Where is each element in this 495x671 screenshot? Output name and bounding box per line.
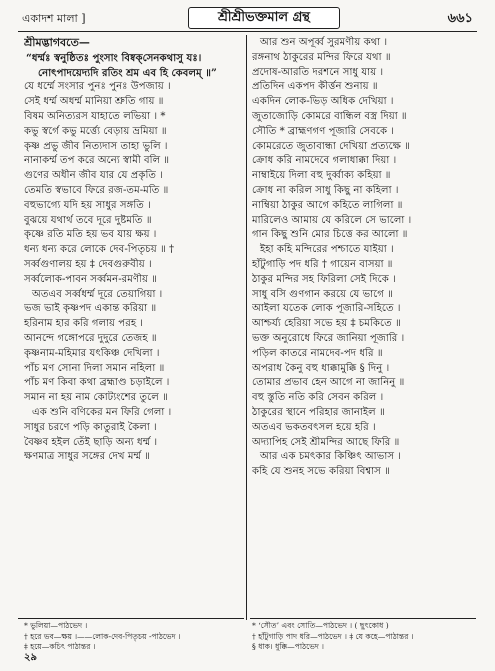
- text-line: আশ্চর্য্য হেরিয়া সভে হয় ‡ চমকিতে ॥: [252, 318, 401, 330]
- text-line: বুঝয়ে যথার্থ তবে দূরে দুষ্টমতি ॥: [24, 214, 152, 226]
- text-line: যে ধর্ম্মে সংসার পুনঃ পুনঃ উপজায় ।: [24, 81, 171, 93]
- text-line: জুতাজোড়ি কোমরে বান্ধিল বস্ত্র দিয়া ॥: [252, 110, 407, 122]
- text-line: আর এক চমৎকার কিঞ্চিৎ আভাস ।: [260, 451, 401, 463]
- text-line: সৌতি * ব্রাহ্মণগণ পূজারি সেবকে ।: [252, 125, 394, 137]
- column-divider: [246, 35, 247, 620]
- text-line: বহু স্তুতি নতি করি সেবন করিল ।: [252, 392, 384, 404]
- text-line: সাধু বসি গুণগান করয়ে যে ভাগে ॥: [252, 288, 393, 300]
- text-line: তেমতি স্বভাবে ফিরে রজ-তম-মতি ॥: [24, 184, 169, 196]
- text-line: ঠাকুরের স্থানে পরিহার জানাইল ॥: [252, 406, 385, 418]
- footnote-rule-left: [18, 618, 244, 619]
- text-line: অপরাধ কৈনু বহু ধাক্কামুক্কি § দিনু ।: [252, 362, 390, 374]
- footnotes-right: [252, 621, 474, 653]
- text-line: বিষম অনিত্যরস যাহাতে লভিয়া । *: [24, 110, 166, 122]
- right-column: [252, 36, 474, 480]
- text-line: কৃষ্ণ প্রভু জীব নিত্যদাস তাহা ভুলি ।: [24, 140, 168, 152]
- verse-line: “ধর্ম্মঃ স্বনুষ্ঠিতঃ পুংসাং বিষ্বক্‌সেনকথাসু যঃ।: [26, 51, 202, 64]
- text-line: পাঁচ মণ সোনা দিলা সমান নহিলা ॥: [24, 362, 165, 374]
- text-line: কৃষ্ণে রতি মতি হয় ভব যায় ক্ষয় ।: [24, 229, 157, 241]
- footnote-rule-right: [250, 618, 476, 619]
- text-line: এক শুনি বণিকের মন ফিরি গেলা ।: [32, 406, 172, 418]
- chapter-label: একাদশ মালা ]: [22, 12, 86, 25]
- text-line: আনন্দে গঙ্গোপরে দুদুরে তেজহ ॥: [24, 332, 157, 344]
- signature-mark: ২৯: [24, 652, 37, 663]
- text-line: সেই ধর্ম্ম অধর্ম্ম মানিয়া শ্রুতি গায় ॥: [24, 96, 164, 108]
- text-line: তোমার প্রভাব হেন আগে না জানিনু ॥: [252, 377, 405, 389]
- text-line: আর শুন অপূর্ব্ব সুরমণীয় কথা ।: [260, 37, 388, 48]
- text-line: অদ্যাপিহ সেই শ্রীমন্দির আছে ফিরি ॥: [252, 436, 400, 448]
- text-line: ক্ষণমাত্র সাধুর সঙ্গের দেখ মর্ম্ম ॥: [24, 451, 151, 463]
- text-line: সর্ব্বলোক-পাবন সর্ব্বমন-রমণীয় ॥: [24, 273, 158, 285]
- text-line: কোমরেতে জুতাবান্ধা দেখিয়া প্রত্যক্ষে ॥: [252, 140, 410, 152]
- text-line: ক্রোধ করি নামদেবে গলাধাক্কা দিয়া ।: [252, 155, 397, 167]
- text-line: পাঁচ মণ কিবা কথা ব্রহ্মাণ্ড চড়াইলে ।: [24, 377, 170, 389]
- text-line: বৈষ্ণব হইল তেঁই ছাড়ি অন্য ধর্ম্ম ।: [24, 436, 158, 448]
- text-line: প্রদোষ-আরতি দরশনে সাধু যায় ।: [252, 66, 384, 78]
- text-line: সমান না হয় নাম কোট্যংশের তুলে ॥: [24, 392, 168, 404]
- text-line: অতএব সর্ব্বধর্ম্ম দূরে তেয়াগিয়া ।: [32, 288, 163, 300]
- text-line: অতএব ভকতবৎসল হয়ে হরি ।: [252, 421, 376, 433]
- footnote: † হাঁটুগাড়ি পাদ ধরি—পাঠভেদ । ‡ যে কহে—পাঠান্তর ।: [252, 631, 414, 641]
- text-line: কৃষ্ণনাম-মহিমার যৎকিঞ্চ দেখিলা ।: [24, 347, 160, 359]
- text-line: সর্ব্বগুণালয় হয় ‡ দেবগুরুবীয় ।: [24, 258, 152, 270]
- text-line: নাম্বাইয়ে দিলা বহু দুর্ব্বাক্য কহিয়া ॥: [252, 170, 391, 182]
- page-number: ৬৬১: [447, 11, 473, 26]
- text-line: একদিন লোক-ভিড় অধিক দেখিয়া ।: [252, 96, 394, 108]
- footnote: * ভুলিয়া—পাঠভেদ ।: [24, 621, 88, 630]
- text-line: মারিলেও আমায় যে করিলে সে ভালো ।: [252, 214, 412, 226]
- text-line: পড়িল কাতরে নামদেব-পদ ধরি ॥: [252, 347, 383, 359]
- text-line: কহি যে শুনহ সভে করিয়া বিশ্বাস ॥: [252, 466, 390, 478]
- text-line: বহুভাগ্যে যদি হয় সাধুর সঙ্গতি ।: [24, 199, 151, 211]
- text-line: আইলা যতেক লোক পূজারি-সহিতে ।: [252, 303, 401, 315]
- footnote: § ধাক। ধুক্কি—পাঠভেদ ।: [252, 642, 324, 651]
- text-line: নানাকর্ম্ম তপ করে অন্যে স্বামী বলি ॥: [24, 155, 170, 167]
- text-line: কভু স্বর্গে কভু মর্ত্ত্যে বেড়ায় ভ্রমিয়া ॥: [24, 125, 167, 137]
- text-line: ভজ ভাই কৃষ্ণপদ একান্ত করিয়া ॥: [24, 303, 157, 315]
- text-line: ভক্ত অনুরোধে ফিরে জানিয়া পূজারি ।: [252, 332, 405, 344]
- text-line: হরিনাম হার করি গলায় পরহ ।: [24, 318, 144, 330]
- text-line: গুণের অধীন জীব যার যে প্রকৃতি ।: [24, 170, 163, 182]
- header-rule: [18, 31, 477, 32]
- text-line: ধন্য ধন্য করে লোকে দেব-পিতৃচয় ॥ †: [24, 244, 175, 256]
- text-line: গান কিছু শুনি মোর চিত্তে কর আলো ॥: [252, 229, 408, 241]
- text-line: হাঁটুগাড়ি পদ ধরি † গায়েন বাসয়া ॥: [252, 258, 393, 270]
- text-line: ঠাকুর মন্দির সহ ফিরিলা সেই দিকে ।: [252, 273, 396, 285]
- text-line: সাধুর চরণে পড়ি কাতুরাই কৈলা ।: [24, 421, 157, 433]
- verse-line: নোৎপাদয়েদ্যদি রতিং শ্রম এব হি কেবলম্‌ ॥”: [38, 66, 217, 79]
- text-line: ক্রোধ না করিল সাধু কিছু না কহিলা ।: [252, 184, 399, 196]
- text-line: রঙ্গনাথ ঠাকুরের মন্দির ফিরে যথা ॥: [252, 51, 391, 63]
- footnote: ‡ হয়ে—কচিৎ পাঠান্তর ।: [24, 642, 96, 651]
- text-line: প্রতিদিন একপদ কীর্ত্তন শুনায় ॥: [252, 81, 378, 93]
- left-column: [24, 36, 242, 465]
- footnotes-left: [24, 621, 242, 653]
- book-title: শ্রীশ্রীভক্তমাল গ্রন্থ: [188, 7, 340, 29]
- section-title: শ্রীমদ্ভাগবতে—: [24, 36, 90, 49]
- text-line: ইহা কহি মন্দিরের পশ্চাতে যাইয়া ।: [260, 244, 394, 256]
- text-line: নাম্বিয়া ঠাকুর আগে কহিতে লাগিলা ॥: [252, 199, 403, 211]
- footnote: * ‘সৌত’ এবং সোতি—পাঠভেদ । ( ছুৎকোধ ): [252, 621, 389, 630]
- running-header: [18, 6, 477, 30]
- footnote: † হরে ভব—ক্ষয় ।——লোক-দেব-পিতৃচয় -পাঠভেদ ।: [24, 631, 181, 641]
